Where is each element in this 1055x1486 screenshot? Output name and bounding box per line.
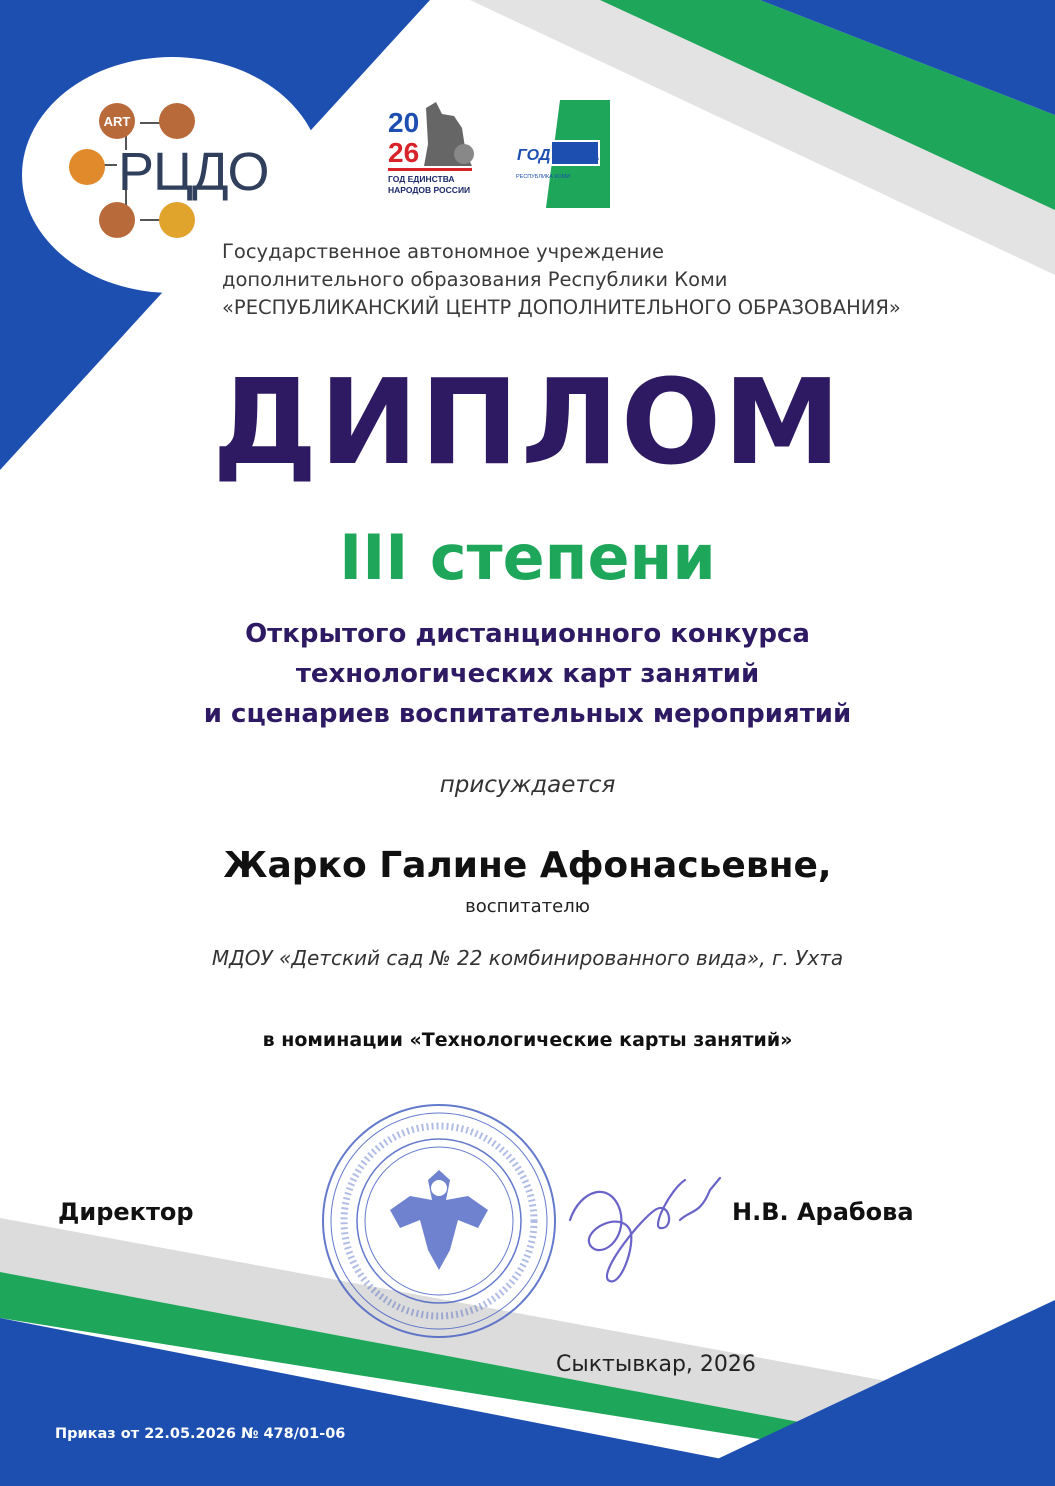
- recipient-position: воспитателю: [465, 896, 590, 917]
- contest-line-3: и сценариев воспитательных мероприятий: [203, 699, 852, 729]
- official-stamp: [318, 1100, 560, 1342]
- awarded-text: присуждается: [439, 772, 616, 798]
- contest-line-1: Открытого дистанционного конкурса: [245, 619, 810, 649]
- order-reference: Приказ от 22.05.2026 № 478/01-06: [55, 1426, 346, 1442]
- selo-text: ГОД СЕЛА: [517, 147, 600, 164]
- year-caption-2: НАРОДОВ РОССИИ: [388, 185, 471, 195]
- organization-name: [222, 238, 901, 322]
- diploma-title: ДИПЛОМ: [212, 353, 843, 491]
- year-of-unity-logo: [384, 94, 486, 200]
- year-bottom-text: 26: [388, 137, 420, 168]
- selo-caption: РЕСПУБЛИКА КОМИ: [516, 174, 571, 180]
- rcdo-art-text: ART: [103, 114, 131, 129]
- organization-line-3: «РЕСПУБЛИКАНСКИЙ ЦЕНТР ДОПОЛНИТЕЛЬНОГО ОБРАЗОВАНИЯ»: [222, 296, 901, 319]
- year-top-text: 20: [388, 107, 420, 138]
- city-year: Сыктывкар, 2026: [556, 1352, 756, 1377]
- director-signature: [560, 1150, 750, 1300]
- recipient-institution: МДОУ «Детский сад № 22 комбинированного вида», г. Ухта: [211, 946, 844, 970]
- diploma-degree: III степени: [339, 521, 716, 594]
- director-name: Н.В. Арабова: [732, 1198, 914, 1226]
- director-label: Директор: [58, 1198, 194, 1226]
- organization-line-1: Государственное автономное учреждение: [222, 240, 664, 263]
- year-caption-1: ГОД ЕДИНСТВА: [388, 174, 455, 184]
- rcdo-logo-text: РЦДО: [118, 142, 269, 202]
- nomination-text: в номинации «Технологические карты занятий»: [262, 1029, 793, 1051]
- contest-name: [0, 614, 1055, 734]
- contest-line-2: технологических карт занятий: [295, 659, 760, 689]
- organization-line-2: дополнительного образования Республики Коми: [222, 268, 728, 291]
- year-of-village-logo: [512, 100, 610, 210]
- recipient-name: Жарко Галине Афонасьевне,: [223, 845, 832, 886]
